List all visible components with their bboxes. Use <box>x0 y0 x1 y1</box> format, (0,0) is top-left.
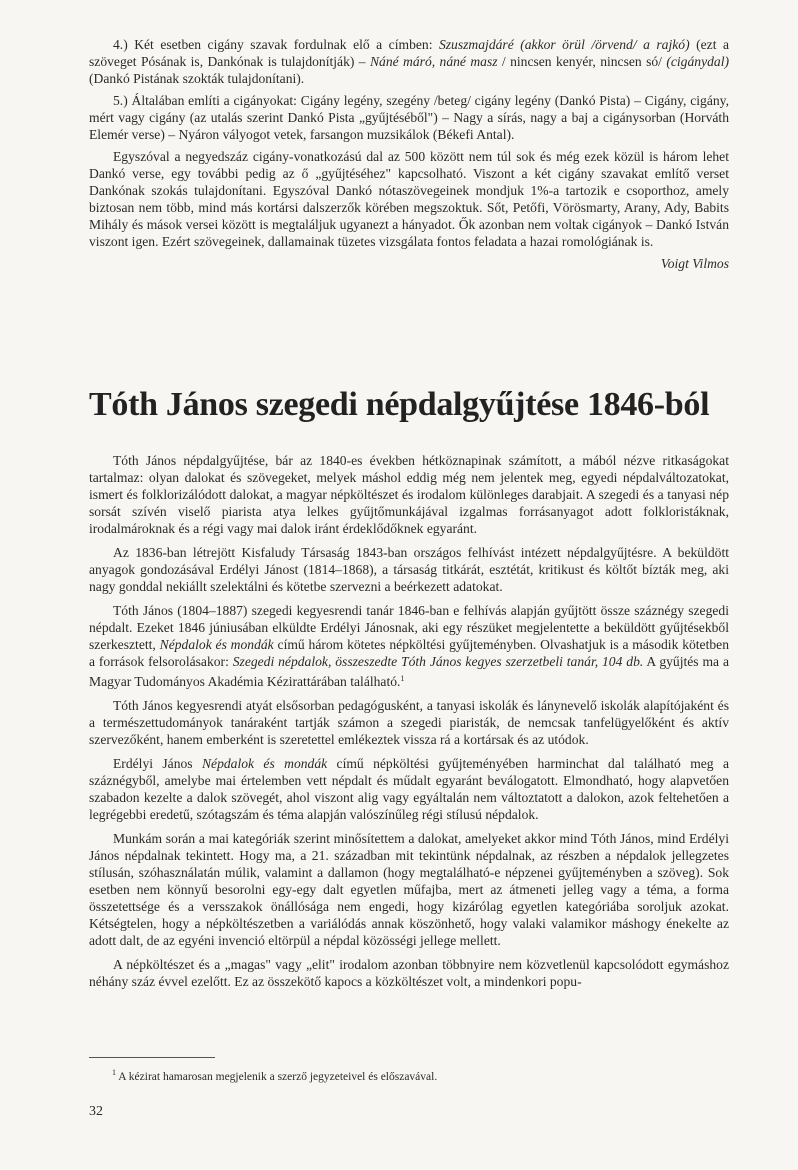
footnote-text: A kézirat hamarosan megjelenik a szerző jegyzeteivel és előszavával. <box>116 1071 438 1083</box>
body-paragraph-5 <box>89 755 729 823</box>
top-section <box>89 36 729 272</box>
footnote-reference[interactable]: 1 <box>400 674 405 683</box>
text: (Dankó Pistának szokták tulajdonítani). <box>89 71 305 86</box>
italic-text: (cigánydal) <box>666 54 730 69</box>
body-paragraph-7: A népköltészet és a „magas" vagy „elit" irodalom azonban többnyire nem közvetlenül kapcsolódott egymáshoz néhány száz évvel ezelőtt. Ez az összekötő kapocs a közköltészet volt, a mindenkori popu- <box>89 957 729 989</box>
body-paragraph-2: Az 1836-ban létrejött Kisfaludy Társaság 1843-ban országos felhívást intézett népdalgyűjtésre. A beküldött anyagok gondozásával Erdélyi Jánost (1814–1868), a társaság titkárát, esztétát, kritikust és költőt bízták meg, aki nagy gonddal nekiállt szelektálni és kötetbe szervezni a beérkezett adatokat. <box>89 545 729 594</box>
italic-text: Népdalok és mondák <box>201 756 328 771</box>
paragraph-5: 5.) Általában említi a cigányokat: Cigány legény, szegény /beteg/ cigány legény (Dankó Pista) – Cigány, cigány, mért vagy cigány (az utalás szerint Dankó Pista „gyűjtéséből") – Nagy a sírás, nagy a baj a cigánysorban (Horváth Elemér verse) – Nyáron vályogot vetek, farsangon muzsikálok (Békefi Antal). <box>89 93 729 142</box>
paragraph-4 <box>89 36 729 87</box>
footnote-divider <box>89 1057 215 1058</box>
text: A gyűjtés ma a Magyar Tudományos Akadémia Kézirattárában található. <box>89 654 729 689</box>
author-signature: Voigt Vilmos <box>660 256 729 271</box>
text: című három kötetes népköltési gyűjteményben. Olvashatjuk is a második kötetben a források felsorolásakor: <box>89 637 729 669</box>
italic-text: Náné máró, náné masz <box>369 54 498 69</box>
body-paragraph-6: Munkám során a mai kategóriák szerint minősítettem a dalokat, amelyeket akkor mind Tóth János, mind Erdélyi János népdalnak tekintett. Hogy ma, a 21. században mit tekintünk népdalnak, az részben a népdalok jellegzetes stílusán, szóhasználatán múlik, valamint a dallamon (hogy megtalálható-e népzenei gyűjteményben a szöveg). Sok esetben nem könnyű besorolni egy-egy dalt egyetlen műfajba, mert az átmeneti jelleg vagy a téma, a forma összetettsége és a versszakok önállósága nem engedi, hogy kizárólag egyetlen kategóriába soroljuk azokat. Kétségtelen, hogy a népköltészetben a variálódás annak köszönhető, hogy valaki valamikor máshogy énekelte az adott dalt, de az egyéni invenció eltörpül a népdal közösségi jellege mellett. <box>89 831 729 948</box>
body-paragraph-3 <box>89 602 729 690</box>
body-paragraph-1: Tóth János népdalgyűjtése, bár az 1840-es években hétköznapinak számított, a mából nézve ritkaságokat tartalmaz: olyan dalokat és szövegeket, melyek máshol eddig még nem jelentek meg, egyedi népdalváltozatokat, ismert és folklorizálódott dalokat, a magyar népköltészet és irodalom különleges darabjait. A szegedi és a tanyasi nép sorsát szívén viselő piarista atya lelkes gyűjtőmunkájával izgalmas forrásanyagot adott folkloristáknak, irodalmároknak és a régi vagy mai dalok iránt érdeklődőknek egyaránt. <box>89 453 729 536</box>
paragraph-6: Egyszóval a negyedszáz cigány-vonatkozású dal az 500 között nem túl sok és még ezek közül is három lehet Dankó verse, egy további pedig az ő „gyűjtéséhez" kapcsolható. Viszont a két cigány szavakat említő verset Dankónak szokás tulajdonítani. Egyszóval Dankó nótaszövegeinek mondjuk 1%-a tartozik e csoporthoz, amely biztosan nem több, mind más kortársi dalszerzők körében megszoktuk. Sőt, Petőfi, Vörösmarty, Arany, Ady, Babits Mihály és mások versei között is megtaláljuk ugyanezt a hányadot. Ők azonban nem voltak cigányok – Dankó István viszont igen. Ezért szövegeinek, dallamainak tüzetes vizsgálata fontos feladata a hazai romológiának is. <box>89 149 729 249</box>
page-number: 32 <box>89 1104 103 1119</box>
text: című népköltési gyűjteményében harminchat dal található meg a száznégyből, amelybe mai értelemben vett népdalt és műdalt egyaránt beválogatott. Elmondható, hogy alapvetően szabadon kezelte a dalok szövegét, ahol viszont alig vagy egyáltalán nem változtatott a dalokon, azok feltehetően a legrégebbi eredetű, szótagszám és téma alapján valószínűleg régi stílusú népdalok. <box>89 756 729 822</box>
body-paragraph-4: Tóth János kegyesrendi atyát elsősorban pedagógusként, a tanyasi iskolák és lánynevelő iskolák alapítójaként és a természettudományok tanáraként tartják számon a szegedi piaristák, de nemcsak tanfelügyelőként és aktív szervezőként, hanem emberként is szeretettel emlékeztek vissza rá a kortársak és az utódok. <box>89 698 729 747</box>
text: Tóth János (1804–1887) szegedi kegyesrendi tanár 1846-ban e felhívás alapján gyűjtött össze száznégy szegedi népdalt. Ezeket 1846 júniusában elküldte Erdélyi Jánosnak, aki egy részüket megjelentette a beküldött gyűjtésekből szerkesztett, <box>89 603 729 652</box>
text: / nincsen kenyér, nincsen só/ <box>497 54 667 69</box>
italic-text: Népdalok és mondák <box>159 637 274 652</box>
footnote <box>112 1066 437 1084</box>
footnote-number: 1 <box>112 1068 116 1077</box>
text: 4.) Két esetben cigány szavak fordulnak elő a címben: <box>113 37 439 52</box>
italic-text: Szegedi népdalok, összeszedte Tóth János kegyes szerzetbeli tanár, 104 db. <box>232 654 644 669</box>
article-title: Tóth János szegedi népdalgyűjtése 1846-ból <box>89 386 710 423</box>
text: (ezt a szöveget Pósának is, Dankónak is tulajdonítják) – <box>89 37 729 69</box>
text: Erdélyi János <box>113 756 202 771</box>
italic-text: Szuszmajdáré (akkor örül /örvend/ a rajkó) <box>438 37 690 52</box>
article-body <box>89 452 729 990</box>
